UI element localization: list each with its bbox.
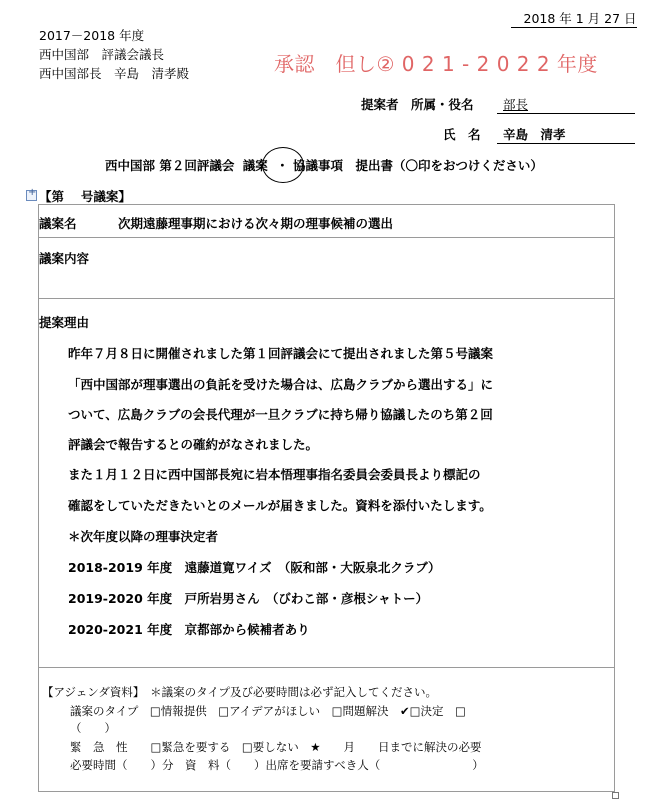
document-title: [105, 156, 543, 174]
reason-line: 2020-2021 年度 京都部から候補者あり: [68, 622, 310, 637]
required-time-fields: 必要時間（ ）分 資 料（ ）出席を要請すべき人（ ）: [70, 758, 484, 772]
reason-line: また１月１２日に西中国部長宛に岩本悟理事指名委員会委員長より標記の: [68, 467, 481, 482]
reason-line: 評議会で報告するとの確約がなされました。: [68, 437, 319, 452]
table-left-border: [38, 204, 39, 792]
table-move-handle-icon[interactable]: [26, 190, 37, 201]
reason-line: 確認をしていただきたいとのメールが届きました。資料を添付いたします。: [68, 498, 492, 513]
proposer-underline: [497, 113, 635, 114]
agenda-name-value: 次期遠藤理事期における次々期の理事候補の選出: [118, 216, 394, 231]
proposer-position: 部長: [503, 97, 529, 112]
agenda-number: 【第 号議案】: [39, 189, 131, 204]
table-right-border: [614, 204, 615, 792]
document-date: 2018 年 1 月 27 日: [511, 11, 637, 26]
title-prefix: 西中国部 第２回評議会: [105, 158, 235, 173]
table-bottom-border: [38, 791, 615, 792]
agenda-name-label: 議案名: [39, 216, 77, 231]
reason-line: 2019-2020 年度 戸所岩男さん （びわこ部・彦根シャトー）: [68, 591, 429, 606]
title-suffix: ・ 協議事項 提出書（〇印をおつけください）: [276, 158, 543, 173]
reason-line: 「西中国部が理事選出の負託を受けた場合は、広島クラブから選出する」に: [68, 377, 494, 392]
agenda-content-label: 議案内容: [39, 251, 90, 266]
term-label: 2017－2018 年度: [39, 28, 145, 43]
name-label: 氏 名: [443, 127, 481, 142]
name-underline: [497, 143, 635, 144]
addressee-name: 西中国部長 辛島 清孝殿: [39, 66, 190, 81]
reason-line: ＊次年度以降の理事決定者: [68, 529, 219, 544]
agenda-materials-heading: 【アジェンダ資料】 ＊議案のタイプ及び必要時間は必ず記入してください。: [42, 685, 438, 699]
proposer-name: 辛島 清孝: [503, 127, 566, 142]
selection-circle-mark: [262, 147, 304, 183]
agenda-type-options: 議案のタイプ □情報提供 □アイデアがほしい □問題解決 ✔□決定 □: [70, 704, 466, 718]
urgency-options: 緊 急 性 □緊急を要する □要しない ★ 月 日までに解決の必要: [70, 740, 482, 754]
approval-stamp: 承認 但し② 0 2 1 - 2 0 2 2 年度: [274, 52, 598, 76]
title-circled-option: 議案: [242, 158, 268, 173]
reason-line: 2018-2019 年度 遠藤道寛ワイズ （阪和部・大阪泉北クラブ）: [68, 560, 441, 575]
proposer-label: 提案者 所属・役名: [361, 97, 474, 112]
reason-line: 昨年７月８日に開催されました第１回評議会にて提出されました第５号議案: [68, 346, 494, 361]
proposal-reason-label: 提案理由: [39, 315, 90, 330]
table-top-border: [38, 204, 615, 205]
table-resize-handle-icon[interactable]: [612, 792, 619, 799]
row-divider-2: [38, 298, 615, 299]
agenda-type-other: （ ）: [70, 721, 116, 735]
addressee-role: 西中国部 評議会議長: [39, 47, 165, 62]
row-divider-1: [38, 237, 615, 238]
reason-line: ついて、広島クラブの会長代理が一旦クラブに持ち帰り協議したのち第２回: [68, 407, 493, 422]
row-divider-3: [38, 667, 615, 668]
